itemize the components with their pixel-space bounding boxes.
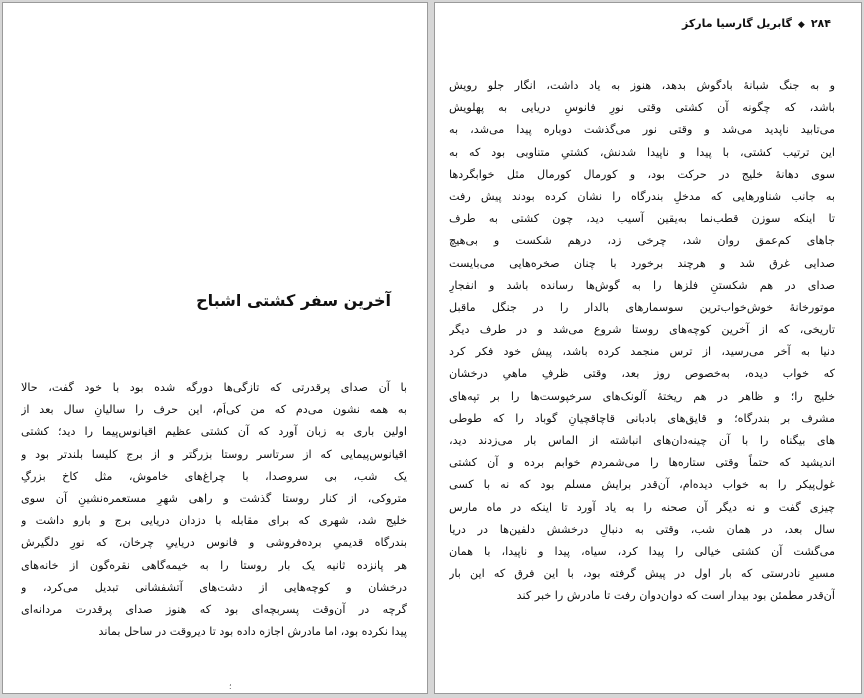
diamond-separator-icon: ◆ bbox=[797, 20, 805, 30]
text-line: های بیگناه را با آن چینه‌دان‌های انباشته از الماس بار می‌زدند دید، bbox=[449, 434, 835, 447]
text-line: چیزی گفت و نه دیگر آن صحنه را به یاد آورد تا اینکه در ماه مارس bbox=[449, 500, 835, 514]
text-line: مشرف بر بندرگاه؛ و قایق‌های بادبانی قاچاقچیانِ گوباد را که طوطی bbox=[449, 411, 835, 425]
running-header bbox=[682, 17, 831, 30]
text-line: به همه نشون می‌دم که من کی‌اَم، این حرف را سالیانِ سال بعد از bbox=[21, 403, 407, 417]
text-line: گرچه در آن‌وقت پسربچه‌ای بود که هنوز صدای پرقدرت مردانه‌ای bbox=[21, 602, 407, 616]
text-line: غول‌پیکر را به خواب دیده‌ام، آن‌قدر برایش مسلم بود که نه با کسی bbox=[449, 478, 835, 492]
text-line: موتورخانهٔ خوش‌خواب‌ترین سوسمارهای بالدار را در جنگل ماقبل bbox=[449, 300, 835, 314]
text-line: سال بعد، در همان شب، وقتی به دنبالِ درخشش دلفین‌ها در دریا bbox=[449, 522, 835, 536]
text-line: باشد، که چگونه آن کشتی وقتی نورِ فانوسِ دریایی به پهلویش bbox=[449, 101, 835, 115]
text-line: آن‌قدر مطمئن بود بیدار است که دوان‌دوان رفت تا مادرش را خبر کند bbox=[516, 589, 835, 603]
text-line: بندرگاه قدیمیِ برده‌فروشی و فانوس دریاییِ چرخان، که نورِ دلگیرش bbox=[21, 536, 407, 550]
text-line: خلیج را؛ و ظاهر در هم ریختهٔ آلونک‌های سرخپوست‌ها را بر تپه‌های bbox=[449, 389, 835, 403]
text-line: که خواب دیده، به‌خصوص روز بعد، وقتی ظرفِ ماهیِ درخشان bbox=[449, 367, 835, 381]
text-line: اندیشید که حتماً وقتی ستاره‌ها را می‌شمردم خوابم برده و آن کشتی bbox=[449, 456, 835, 470]
text-line: مسیرِ نادرستی که بار اول در پیش گرفته بود، با این فرق که این بار bbox=[449, 567, 835, 581]
text-line: پیدا نکرده بود، اما مادرش اجازه داده بود تا دیروقت در ساحل بماند bbox=[98, 625, 407, 639]
text-line: جاهای کم‌عمق روان شد، چرخی زد، درهم شکست و بی‌هیچ bbox=[449, 234, 835, 248]
right-page bbox=[434, 2, 862, 694]
text-line: تاریخی، که از آخرین کوچه‌های روستا شروع می‌شد و در طرف دیگر bbox=[449, 323, 835, 337]
chapter-title: آخرین سفر کشتی اشباح bbox=[196, 291, 391, 310]
text-line: می‌گشت آن کشتی خیالی را پیدا کرد، سیاه، پیدا و ناپیدا، با همان bbox=[449, 544, 835, 558]
page-number: ۲۸۴ bbox=[810, 17, 831, 30]
text-line: درخشان و کوچه‌هایی از دشت‌های آتشفشانی تبدیل می‌کرد، و bbox=[21, 580, 407, 594]
left-page-body bbox=[21, 377, 407, 643]
left-page bbox=[2, 2, 428, 694]
text-line: با آن صدای پرقدرتی که تازگی‌ها دورگه شده بود با خود گفت، حالا bbox=[21, 381, 407, 394]
text-line: می‌تابید ناپدید می‌شد و وقتی نور می‌گذشت دوباره پیدا می‌شد، به bbox=[449, 123, 835, 137]
text-line: و به جنگ شبانهٔ بادگوش بدهد، هنوز به یاد داشت، انگار جلو رویش bbox=[449, 79, 835, 92]
right-page-body bbox=[449, 75, 835, 608]
text-line: یک شب، بی سروصدا، با چراغ‌های خاموش، مثل کاخ بزرگِ bbox=[21, 469, 407, 483]
text-line: سوی دهانهٔ خلیج در حرکت بود، و کورمال کورمال مثل خوابگردها bbox=[449, 167, 835, 181]
text-line: تا اینکه سوزن قطب‌نما به‌یقین آسیب دید، چون کشتی به طرف bbox=[449, 212, 835, 226]
text-line: هر پانزده ثانیه یک بار روستا را به خیمه‌گاهی نقره‌گون از خانه‌های bbox=[21, 558, 407, 572]
text-line: صدای در هم شکستنِ فلزها را به گوش‌ها رسانده باشد و انفجارِ bbox=[449, 278, 835, 292]
text-line: صدایی غرق شد و هرچند برخورد با چنان صخره‌هایی می‌بایست bbox=[449, 256, 835, 270]
text-line: خلیج شد، شهری که برای مقابله با دزدان دریایی برج و بارو داشت و bbox=[21, 514, 407, 528]
text-line: اولین باری به زبان آورد که آن کشتی عظیم اقیانوس‌پیما را دید؛ کشتی bbox=[21, 425, 407, 439]
header-author: گابریل گارسیا مارکز bbox=[682, 17, 792, 30]
page-footer-mark: ؛ bbox=[229, 682, 232, 691]
text-line: این ترتیب کشتی، با پیدا و ناپیدا شدنش، کشتیِ متناوبی بود که به bbox=[449, 145, 835, 159]
text-line: دنیا به آخر می‌رسید، از ترس منجمد کرده باشد، پیش خود فکر کرد bbox=[449, 345, 835, 359]
text-line: به جانب شناورهایی که مدخلِ بندرگاه را نشان کرده بودند پیش رفت bbox=[449, 189, 835, 203]
text-line: متروکی، از کنار روستا گذشت و راهی شهرِ مستعمره‌نشینِ آن سوی bbox=[21, 491, 407, 505]
text-line: اقیانوس‌پیمایی که از سرتاسر روستا بزرگتر و از برج کلیسا بلندتر بود و bbox=[21, 447, 407, 461]
